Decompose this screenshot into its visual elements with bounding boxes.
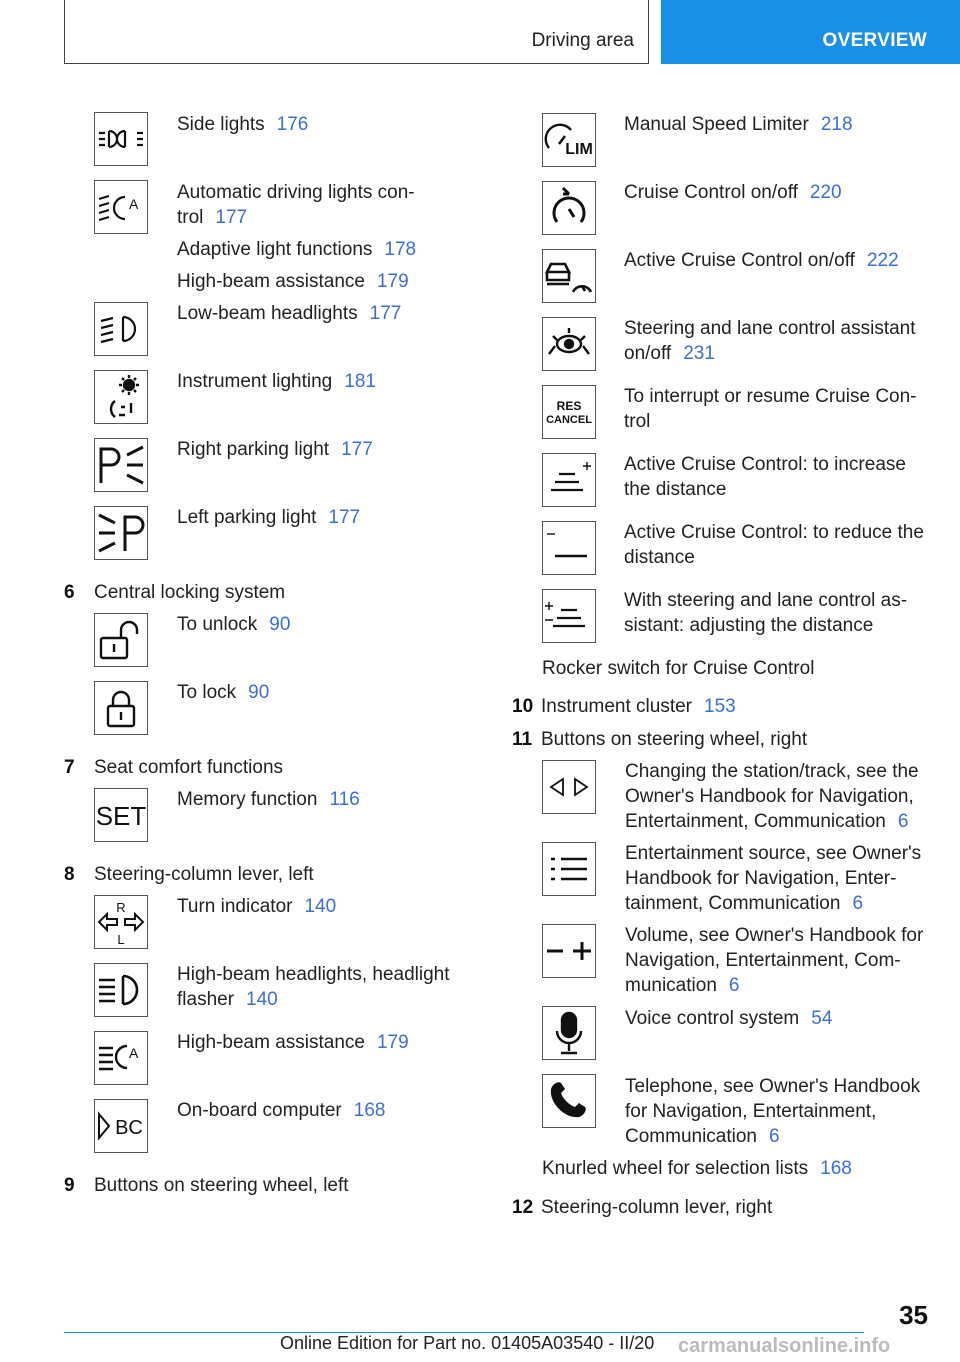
onboard-computer-bc-label: BC <box>115 1117 143 1139</box>
item-high-beam[interactable]: High-beam headlights, headlight flasher 140 <box>177 964 450 1010</box>
page-ref[interactable]: 168 <box>820 1158 852 1179</box>
page-ref[interactable]: 218 <box>820 114 853 135</box>
section-title-instrument-cluster[interactable]: Instrument cluster 153 <box>541 696 736 717</box>
section-number: 6 <box>64 582 75 603</box>
section-title-steering-left: Steering-column lever, left <box>94 864 314 885</box>
page-ref[interactable]: 177 <box>341 439 373 460</box>
page-ref[interactable]: 6 <box>769 1126 780 1147</box>
distance-reduce-icon <box>542 521 596 575</box>
entertainment-source-icon <box>542 842 596 896</box>
item-instrument-lighting[interactable]: Instrument lighting 181 <box>177 371 376 392</box>
item-left-parking-light[interactable]: Left parking light 177 <box>177 507 361 528</box>
item-telephone[interactable]: Telephone, see Owner's Handbook for Navigation, Entertainment, Communication 6 <box>625 1076 921 1147</box>
set-icon <box>94 788 148 842</box>
page-ref[interactable]: 168 <box>353 1100 386 1121</box>
item-unlock[interactable]: To unlock 90 <box>177 614 291 635</box>
item-lane-distance-adjust[interactable]: With steering and lane control as- sistant: adjusting the distance <box>624 590 908 636</box>
speed-limiter-lim-label: LIM <box>565 141 593 158</box>
page-ref[interactable]: 222 <box>866 250 899 271</box>
item-distance-increase[interactable]: Active Cruise Control: to increase the distance <box>624 454 906 500</box>
section-title-buttons-right: Buttons on steering wheel, right <box>541 729 808 750</box>
page-ref[interactable]: 220 <box>809 182 842 203</box>
speed-limiter-icon <box>542 113 596 167</box>
section-number: 8 <box>64 864 75 885</box>
item-volume[interactable]: Volume, see Owner's Handbook for Navigation, Entertainment, Com- munication 6 <box>625 925 924 996</box>
item-low-beam[interactable]: Low-beam headlights 177 <box>177 303 402 324</box>
rocker-switch-note: Rocker switch for Cruise Control <box>542 658 815 679</box>
item-speed-limiter[interactable]: Manual Speed Limiter 218 <box>624 114 853 135</box>
section-title-seat-comfort: Seat comfort functions <box>94 757 284 778</box>
section-number: 12 <box>512 1197 534 1218</box>
svg-text:A: A <box>129 1045 139 1061</box>
knurled-wheel-note[interactable]: Knurled wheel for selection lists 168 <box>542 1158 852 1179</box>
right-parking-light-icon <box>94 438 148 492</box>
page-ref[interactable]: 177 <box>215 207 248 228</box>
page-ref[interactable]: 177 <box>369 303 402 324</box>
page-ref[interactable]: 54 <box>811 1008 833 1029</box>
instrument-lighting-icon <box>94 370 148 424</box>
distance-increase-icon <box>542 453 596 507</box>
section-title-steering-right: Steering-column lever, right <box>541 1197 773 1218</box>
svg-text:A: A <box>129 196 139 212</box>
section-number: 10 <box>512 696 534 717</box>
cancel-label: CANCEL <box>546 414 592 426</box>
telephone-icon <box>542 1074 596 1128</box>
watermark: carmanualsonline.info <box>678 1335 891 1357</box>
item-onboard-computer[interactable]: On-board computer 168 <box>177 1100 386 1121</box>
turn-indicator-r-label: R <box>116 900 126 915</box>
item-turn-indicator[interactable]: Turn indicator 140 <box>177 896 337 917</box>
page-ref[interactable]: 176 <box>276 114 309 135</box>
active-cruise-icon <box>542 249 596 303</box>
page-ref[interactable]: 231 <box>683 343 715 364</box>
header-tab-overview[interactable] <box>661 0 960 64</box>
side-lights-icon <box>94 112 148 166</box>
turn-indicator-icon <box>94 895 148 949</box>
header-section-title: Driving area <box>531 30 634 51</box>
page-ref[interactable]: 90 <box>269 614 291 635</box>
cruise-control-icon <box>542 181 596 235</box>
station-track-icon <box>542 760 596 814</box>
section-number: 11 <box>512 729 533 750</box>
page-ref[interactable]: 6 <box>852 893 864 914</box>
page-ref[interactable]: 140 <box>304 896 337 917</box>
auto-lights-icon <box>94 180 148 234</box>
item-lock[interactable]: To lock 90 <box>177 682 270 703</box>
page-ref[interactable]: 6 <box>897 811 909 832</box>
unlock-icon <box>94 613 148 667</box>
item-lane-assist[interactable]: Steering and lane control assistant on/off 231 <box>624 318 916 364</box>
res-cancel-icon <box>542 385 596 439</box>
page-ref[interactable]: 116 <box>329 789 360 810</box>
item-station-track[interactable]: Changing the station/track, see the Owner's Handbook for Navigation, Entertainment, Communication 6 <box>625 761 919 832</box>
item-high-beam-assist-2[interactable]: High-beam assistance 179 <box>177 1032 409 1053</box>
section-title-central-locking: Central locking system <box>94 582 286 603</box>
lane-distance-adjust-icon <box>542 589 596 643</box>
footer-edition: Online Edition for Part no. 01405A03540 - II/20 <box>280 1333 655 1353</box>
high-beam-icon <box>94 963 148 1017</box>
set-icon-text: SET <box>95 801 147 831</box>
page-ref[interactable]: 140 <box>246 989 278 1010</box>
item-memory-function[interactable]: Memory function 116 <box>177 789 360 810</box>
item-cruise-control[interactable]: Cruise Control on/off 220 <box>624 182 842 203</box>
item-interrupt-resume[interactable]: To interrupt or resume Cruise Con- trol <box>624 386 917 432</box>
item-adaptive-light[interactable]: Adaptive light functions 178 <box>177 239 417 260</box>
section-number: 7 <box>64 757 75 778</box>
item-right-parking-light[interactable]: Right parking light 177 <box>177 439 373 460</box>
voice-control-icon <box>542 1006 596 1060</box>
item-side-lights[interactable]: Side lights 176 <box>177 114 309 135</box>
page-ref[interactable]: 153 <box>704 696 736 717</box>
item-high-beam-assist[interactable]: High-beam assistance 179 <box>177 271 409 292</box>
page-ref[interactable]: 179 <box>376 271 409 292</box>
section-number: 9 <box>64 1175 75 1196</box>
res-label: RES <box>556 399 582 413</box>
page-ref[interactable]: 179 <box>376 1032 409 1053</box>
section-title-buttons-left: Buttons on steering wheel, left <box>94 1175 349 1196</box>
header-section-box <box>64 0 649 64</box>
item-auto-lights[interactable]: Automatic driving lights con- trol 177 <box>177 182 415 228</box>
page-ref[interactable]: 177 <box>328 507 361 528</box>
lock-icon <box>94 681 148 735</box>
page-ref[interactable]: 178 <box>384 239 417 260</box>
page-ref[interactable]: 181 <box>344 371 376 392</box>
high-beam-assist-icon <box>94 1031 148 1085</box>
page-number: 35 <box>899 1300 928 1330</box>
turn-indicator-l-label: L <box>117 932 125 947</box>
page-ref[interactable]: 90 <box>248 682 270 703</box>
item-entertainment-source[interactable]: Entertainment source, see Owner's Handbook for Navigation, Enter- tainment, Communication 6 <box>625 843 922 914</box>
header-tab-label: OVERVIEW <box>822 30 927 51</box>
page-ref[interactable]: 6 <box>728 975 740 996</box>
item-voice-control[interactable]: Voice control system 54 <box>625 1008 833 1029</box>
volume-icon <box>542 924 596 978</box>
low-beam-icon <box>94 302 148 356</box>
onboard-computer-icon <box>94 1099 148 1153</box>
left-parking-light-icon <box>94 506 148 560</box>
item-active-cruise[interactable]: Active Cruise Control on/off 222 <box>624 250 899 271</box>
lane-assist-icon <box>542 317 596 371</box>
item-distance-reduce[interactable]: Active Cruise Control: to reduce the distance <box>624 522 924 568</box>
